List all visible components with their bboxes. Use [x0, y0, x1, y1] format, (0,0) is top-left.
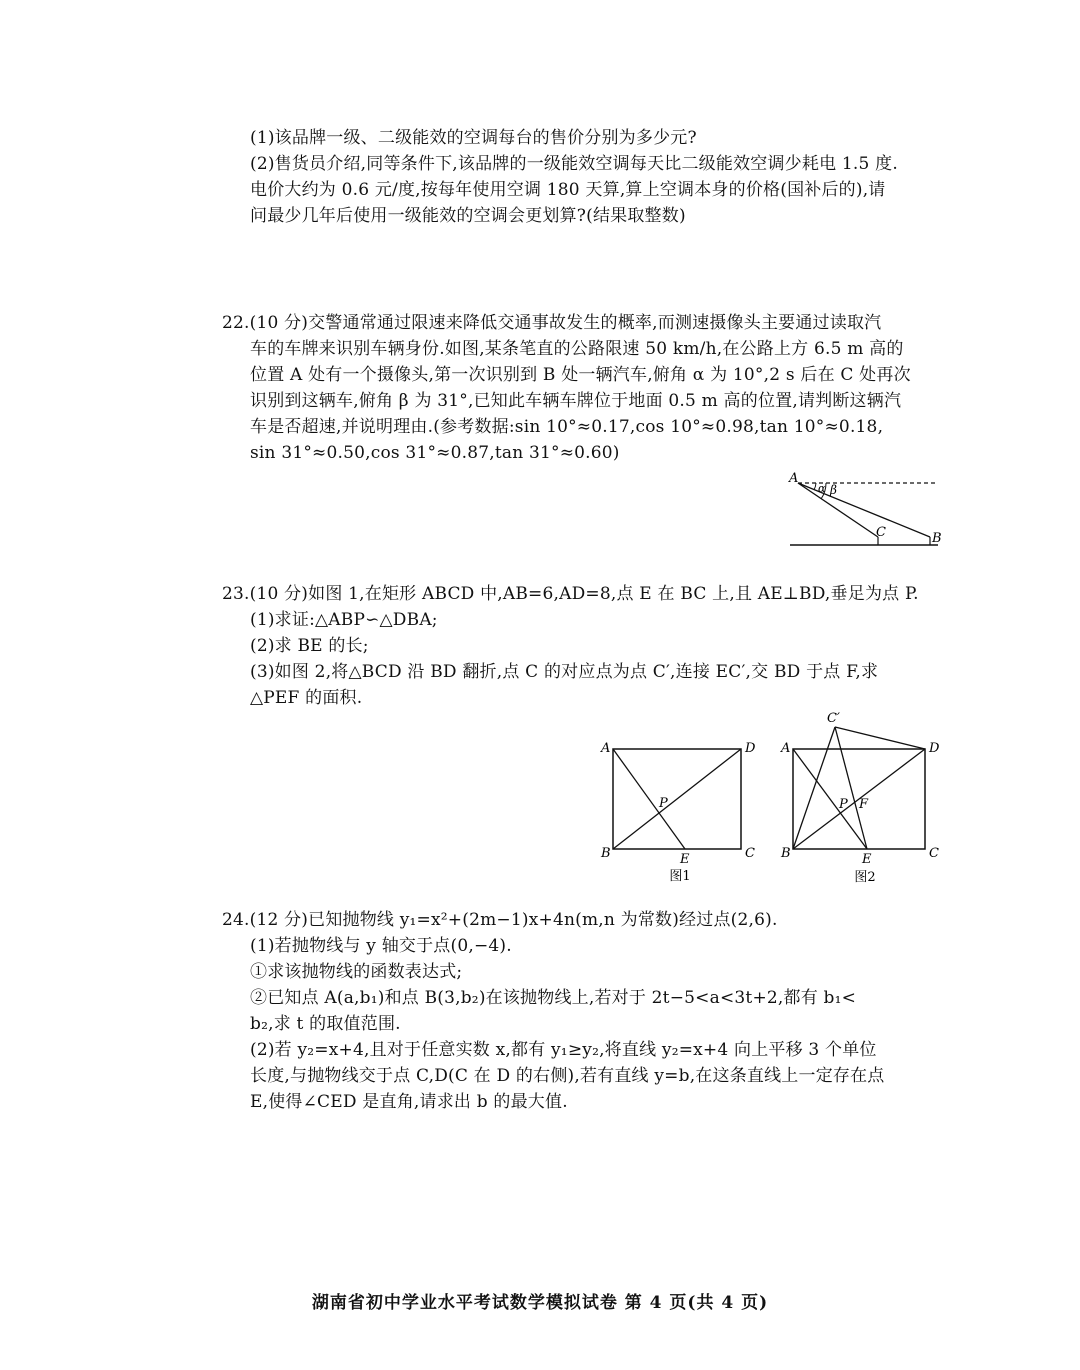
camera-figure	[780, 465, 950, 555]
fig1-label-c: C	[745, 846, 755, 861]
q21-sub1: (1)该品牌一级、二级能效的空调每台的售价分别为多少元?	[250, 128, 697, 148]
label-c: C	[876, 525, 886, 540]
fig2-label-e: E	[862, 852, 872, 867]
segment-bc-prime	[793, 727, 835, 849]
q24-line7: 长度,与抛物线交于点 C,D(C 在 D 的右侧),若有直线 y=b,在这条直线上一定存在点	[250, 1066, 885, 1086]
label-a: A	[789, 471, 799, 486]
figure-2	[775, 705, 950, 885]
sight-line-ac	[798, 483, 878, 537]
q24-line4: ②已知点 A(a,b₁)和点 B(3,b₂)在该抛物线上,若对于 2t−5<a<3t+2,都有 b₁<	[250, 988, 857, 1008]
diagonal-bd	[613, 749, 741, 849]
q23-line5: △PEF 的面积.	[250, 688, 363, 708]
angle-alpha-arc	[814, 483, 816, 490]
segment-ae	[613, 749, 685, 849]
q22-line6: sin 31°≈0.50,cos 31°≈0.87,tan 31°≈0.60)	[250, 443, 620, 463]
fig1-label-a: A	[601, 741, 611, 756]
label-alpha: α	[818, 482, 826, 495]
fig1-caption: 图1	[669, 869, 691, 884]
q22-line5: 车是否超速,并说明理由.(参考数据:sin 10°≈0.17,cos 10°≈0.98,tan 10°≈0.18,	[250, 417, 884, 437]
segment-ec-prime	[835, 727, 867, 849]
fig1-label-b: B	[601, 846, 611, 861]
segment-c-prime-d	[835, 727, 925, 749]
q23-line4: (3)如图 2,将△BCD 沿 BD 翻折,点 C 的对应点为点 C′,连接 EC′,交 BD 于点 F,求	[250, 662, 879, 682]
q24-line5: b₂,求 t 的取值范围.	[250, 1014, 401, 1034]
label-b: B	[932, 531, 942, 546]
q24-line2: (1)若抛物线与 y 轴交于点(0,−4).	[250, 936, 512, 956]
q22-line1: 22.(10 分)交警通常通过限速来降低交通事故发生的概率,而测速摄像头主要通过读取汽	[222, 313, 882, 333]
q21-sub2-line2: 电价大约为 0.6 元/度,按每年使用空调 180 天算,算上空调本身的价格(国补后的),请	[250, 180, 886, 200]
q22-line3: 位置 A 处有一个摄像头,第一次识别到 B 处一辆汽车,俯角 α 为 10°,2 s 后在 C 处再次	[250, 365, 911, 385]
fig2-label-f: F	[859, 797, 869, 812]
q24-line8: E,使得∠CED 是直角,请求出 b 的最大值.	[250, 1092, 568, 1112]
fig1-label-e: E	[680, 852, 690, 867]
fig2-label-b: B	[781, 846, 791, 861]
segment-ae-2	[793, 749, 867, 849]
q21-sub2-line3: 问最少几年后使用一级能效的空调会更划算?(结果取整数)	[250, 206, 686, 226]
q23-line3: (2)求 BE 的长;	[250, 636, 369, 656]
q23-line1: 23.(10 分)如图 1,在矩形 ABCD 中,AB=6,AD=8,点 E 在 BC 上,且 AE⊥BD,垂足为点 P.	[222, 584, 919, 604]
fig2-label-c: C	[929, 846, 939, 861]
q23-line2: (1)求证:△ABP∽△DBA;	[250, 610, 438, 630]
fig2-caption: 图2	[854, 870, 876, 885]
fig1-label-d: D	[745, 741, 756, 756]
fig2-label-p: P	[839, 797, 848, 812]
fig2-label-a: A	[781, 741, 791, 756]
page-footer: 湖南省初中学业水平考试数学模拟试卷 第 4 页(共 4 页)	[311, 1293, 769, 1313]
label-beta: β	[830, 483, 837, 497]
fig1-label-p: P	[659, 796, 668, 811]
q22-line4: 识别到这辆车,俯角 β 为 31°,已知此车辆车牌位于地面 0.5 m 高的位置,请判断这辆汽	[250, 391, 902, 411]
q21-sub2-line1: (2)售货员介绍,同等条件下,该品牌的一级能效空调每天比二级能效空调少耗电 1.5 度.	[250, 154, 898, 174]
q24-line6: (2)若 y₂=x+4,且对于任意实数 x,都有 y₁≥y₂,将直线 y₂=x+4 向上平移 3 个单位	[250, 1040, 877, 1060]
figure-1	[595, 735, 770, 885]
q24-line3: ①求该抛物线的函数表达式;	[250, 962, 463, 982]
fig2-label-c-prime: C′	[827, 711, 840, 726]
q24-line1: 24.(12 分)已知抛物线 y₁=x²+(2m−1)x+4n(m,n 为常数)经过点(2,6).	[222, 910, 778, 930]
q22-line2: 车的车牌来识别车辆身份.如图,某条笔直的公路限速 50 km/h,在公路上方 6.5 m 高的	[250, 339, 904, 359]
fig2-label-d: D	[929, 741, 940, 756]
